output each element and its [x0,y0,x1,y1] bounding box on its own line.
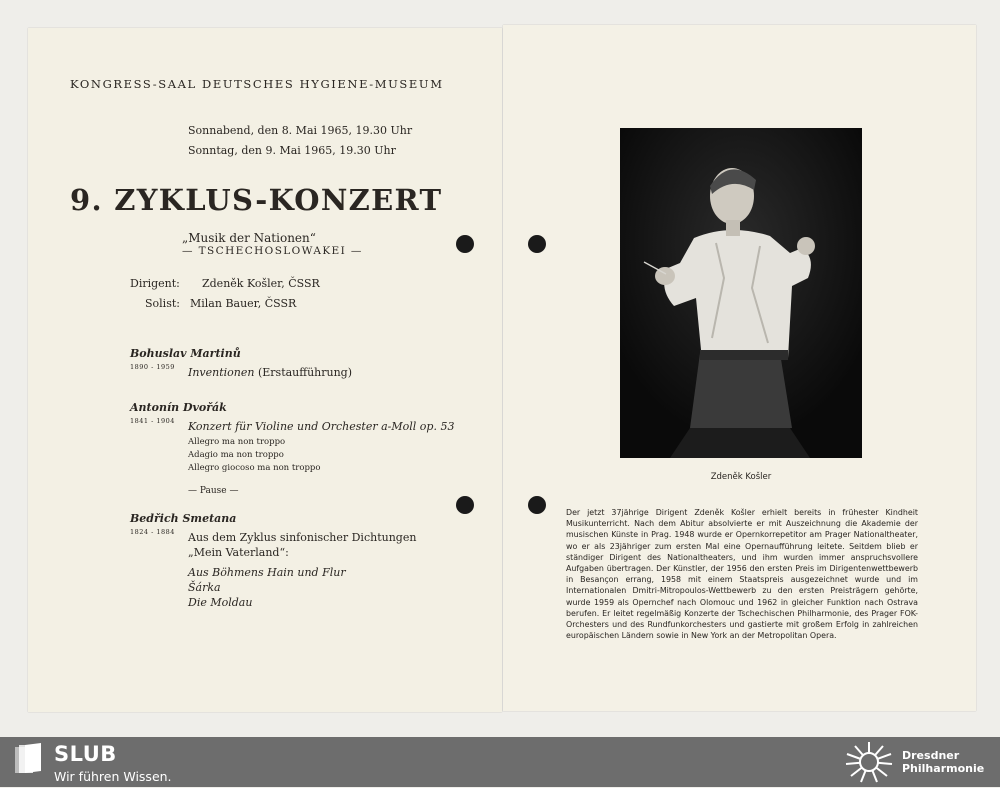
piece: Aus Böhmens Hain und Flur [188,566,346,579]
work-note: (Erstaufführung) [254,366,353,379]
footer-bar [0,737,1000,787]
soloist-name: Milan Bauer, ČSSR [190,297,297,310]
pause-marker: — Pause — [188,486,239,496]
work-title [188,420,454,433]
piece: Die Moldau [188,596,253,609]
slub-tagline: Wir führen Wissen. [54,769,172,784]
work-title-line1: Aus dem Zyklus sinfonischer Dichtungen [188,531,417,544]
conductor-label: Dirigent: [130,277,180,290]
punch-hole [528,496,546,514]
conductor-name: Zdeněk Košler, ČSSR [202,277,320,290]
venue-heading: KONGRESS-SAAL DEUTSCHES HYGIENE-MUSEUM [70,77,444,91]
date-sunday: Sonntag, den 9. Mai 1965, 19.30 Uhr [188,144,396,157]
philharmonie-sun-icon [843,740,895,788]
date-saturday: Sonnabend, den 8. Mai 1965, 19.30 Uhr [188,124,413,137]
composer-years: 1841 - 1904 [130,417,175,425]
punch-hole [456,496,474,514]
composer-years: 1890 - 1959 [130,363,175,371]
concert-subtitle: „Musik der Nationen“ [182,231,316,245]
work-title-main: Konzert für Violine und Orchester a-Moll op. 53 [188,420,455,433]
work-title-line2: „Mein Vaterland“: [188,546,289,559]
concert-title: 9. ZYKLUS-KONZERT [70,183,443,217]
punch-hole [528,235,546,253]
composer-martinu: Bohuslav Martinů [130,347,241,360]
slub-book-icon [13,743,43,781]
movement: Allegro ma non troppo [188,437,286,447]
soloist-label: Solist: [145,297,180,310]
philharmonie-line1: Dresdner [902,749,960,762]
work-title-main: Inventionen [188,366,255,379]
punch-hole [456,235,474,253]
conductor-figure [620,128,862,458]
composer-dvorak: Antonín Dvořák [130,401,227,414]
composer-years: 1824 - 1884 [130,528,175,536]
movement: Allegro giocoso ma non troppo [188,463,321,473]
conductor-biography: Der jetzt 37jährige Dirigent Zdeněk Košler erhielt bereits in frühester Kindheit Musikunterricht. Nach dem Abitur absolvierte er mit Auszeichnung die Akademie der musischen Künste in Prag. 1948 wurde er Opernkorrepetitor am Prager Nationaltheater, wo er als 23jähriger zum ersten Mal eine Opernaufführung leitete. Seitdem blieb er ständiger Dirigent des Nationaltheaters, und ihm wurden immer anspruchsvollere Aufgaben übertragen. Der Künstler, der 1956 den ersten Preis im Dirigentenwettbewerb in Besançon errang, 1958 mit einem Staatspreis ausgezeichnet wurde und im Internationalen Dmitri-Mitropoulos-Wettbewerb zu den ersten Preisträgern gehörte, wurde 1959 als Opernchef nach Olomouc und 1962 in gleicher Funktion nach Ostrava berufen. Er leitet regelmäßig Konzerte der Tschechischen Philharmonie, des Prager FOK-Orchesters und des Rundfunkorchesters und gastierte mit großem Erfolg in zahlreichen europäischen Ländern sowie in New York an der Metropolitan Opera. [566,508,918,641]
philharmonie-line2: Philharmonie [902,762,985,775]
composer-smetana: Bedřich Smetana [130,512,237,525]
slub-logo-text: SLUB [54,742,117,766]
work-title [188,366,352,379]
movement: Adagio ma non troppo [188,450,284,460]
concert-country: — TSCHECHOSLOWAKEI — [182,245,363,257]
piece: Šárka [188,581,221,594]
philharmonie-logo-text [902,749,984,775]
conductor-photo [620,128,862,458]
photo-caption: Zdeněk Košler [710,472,772,482]
